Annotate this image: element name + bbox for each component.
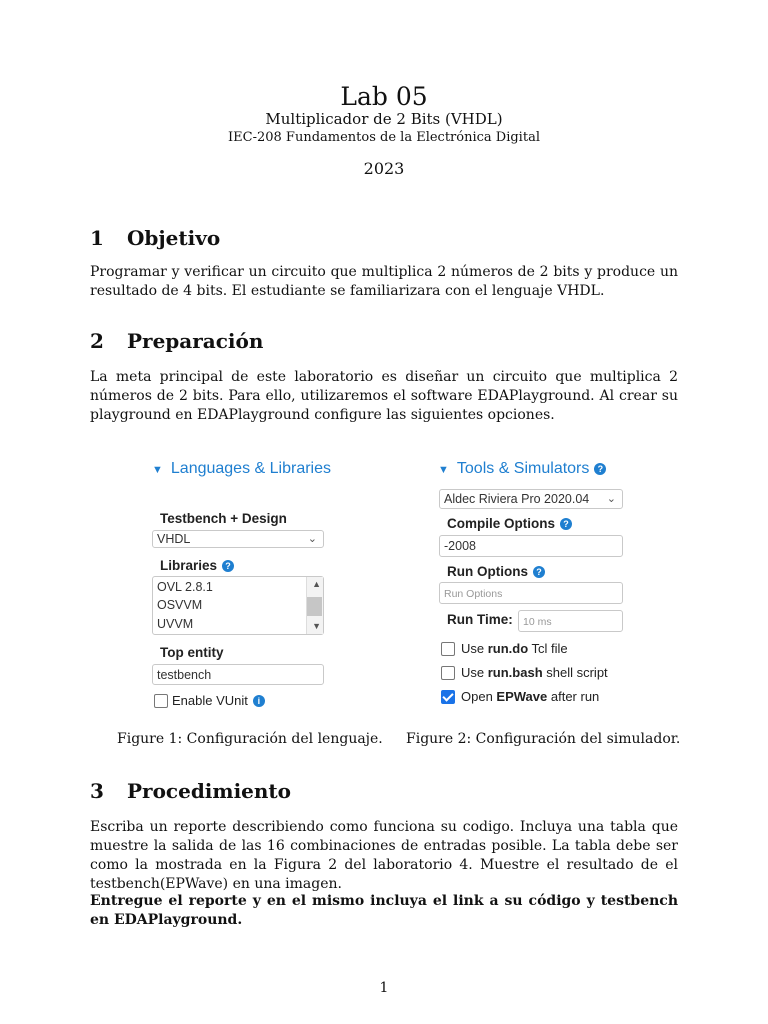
section-title: Preparación	[127, 329, 264, 353]
simulator-select[interactable]: Aldec Riviera Pro 2020.04 ⌄	[439, 489, 623, 509]
section-number: 3	[90, 779, 104, 803]
top-entity-input[interactable]: testbench	[152, 664, 324, 685]
list-item[interactable]: UVVM	[157, 617, 194, 631]
languages-libraries-heading[interactable]: ▼ Languages & Libraries	[152, 460, 331, 477]
run-options-label: Run Options ?	[447, 564, 545, 579]
section-title: Objetivo	[127, 226, 221, 250]
document-subtitle: Multiplicador de 2 Bits (VHDL)	[265, 110, 503, 128]
document-year: 2023	[363, 159, 405, 178]
info-icon[interactable]: i	[253, 695, 265, 707]
figure-simulator-config	[436, 456, 636, 716]
top-entity-label: Top entity	[160, 645, 224, 660]
help-circle-icon[interactable]: ?	[594, 463, 606, 475]
use-run-bash-checkbox[interactable]	[441, 666, 455, 680]
tools-simulators-heading[interactable]: ▼ Tools & Simulators ?	[438, 459, 638, 480]
document-title: Lab 05	[340, 82, 428, 111]
chevron-down-icon: ⌄	[606, 493, 616, 505]
use-run-do-checkbox[interactable]	[441, 642, 455, 656]
scrollbar-thumb[interactable]	[307, 597, 322, 616]
section-title: Procedimiento	[127, 779, 292, 803]
paragraph-procedimiento: Escriba un reporte describiendo como funciona su codigo. Incluya una tabla que muestre la salida de las 16 combinaciones de entradas posible. La tabla debe ser como la mostrada en la Figura 2 del laboratorio 4. Muestre el resultado de el testbench(EPWave) en una imagen.	[90, 819, 678, 892]
figure-language-config	[150, 456, 340, 716]
open-epwave-checkbox[interactable]	[441, 690, 455, 704]
triangle-down-icon: ▼	[152, 464, 163, 476]
page-number: 1	[379, 980, 389, 996]
course-name: IEC-208 Fundamentos de la Electrónica Digital	[228, 130, 540, 145]
compile-options-label: Compile Options ?	[447, 516, 572, 531]
run-time-input[interactable]: 10 ms	[518, 610, 623, 632]
paragraph-entrega: Entregue el reporte y en el mismo incluya el link a su código y testbench en EDAPlayground.	[90, 893, 678, 928]
section-number: 2	[90, 329, 104, 353]
libraries-listbox[interactable]	[152, 576, 324, 635]
section-heading-procedimiento	[90, 779, 291, 803]
scroll-down-icon[interactable]: ▼	[312, 621, 321, 631]
use-run-bash-label: Use run.bash shell script	[461, 665, 608, 680]
use-run-do-label: Use run.do Tcl file	[461, 641, 568, 656]
testbench-design-select[interactable]: VHDL ⌄	[152, 530, 324, 548]
help-circle-icon[interactable]: ?	[222, 560, 234, 572]
enable-vunit-checkbox[interactable]	[154, 694, 168, 708]
enable-vunit-label: Enable VUnit i	[172, 693, 265, 708]
section-heading-objetivo	[90, 226, 220, 250]
section-number: 1	[90, 226, 104, 250]
open-epwave-label: Open EPWave after run	[461, 689, 600, 704]
run-options-input[interactable]: Run Options	[439, 582, 623, 604]
scrollbar[interactable]	[306, 577, 323, 634]
figure1-caption: Figure 1: Configuración del lenguaje.	[117, 731, 383, 747]
figure2-caption: Figure 2: Configuración del simulador.	[406, 731, 681, 747]
list-item[interactable]: OVL 2.8.1	[157, 580, 213, 594]
help-circle-icon[interactable]: ?	[533, 566, 545, 578]
paragraph-objetivo: Programar y verificar un circuito que multiplica 2 números de 2 bits y produce un resultado de 4 bits. El estudiante se familiarizara con el lenguaje VHDL.	[90, 264, 678, 299]
list-item[interactable]: OSVVM	[157, 598, 203, 612]
libraries-label: Libraries ?	[160, 558, 234, 573]
run-time-label: Run Time:	[447, 612, 513, 627]
paragraph-preparacion: La meta principal de este laboratorio es diseñar un circuito que multiplica 2 números de 2 bits. Para ello, utilizaremos el software EDAPlayground. Al crear su playground en EDAPlayground configure las siguientes opciones.	[90, 369, 678, 423]
help-circle-icon[interactable]: ?	[560, 518, 572, 530]
testbench-design-label: Testbench + Design	[160, 511, 287, 526]
chevron-down-icon: ⌄	[307, 533, 317, 545]
section-heading-preparacion	[90, 329, 263, 353]
compile-options-input[interactable]: -2008	[439, 535, 623, 557]
scroll-up-icon[interactable]: ▲	[312, 579, 321, 589]
triangle-down-icon: ▼	[438, 464, 449, 476]
